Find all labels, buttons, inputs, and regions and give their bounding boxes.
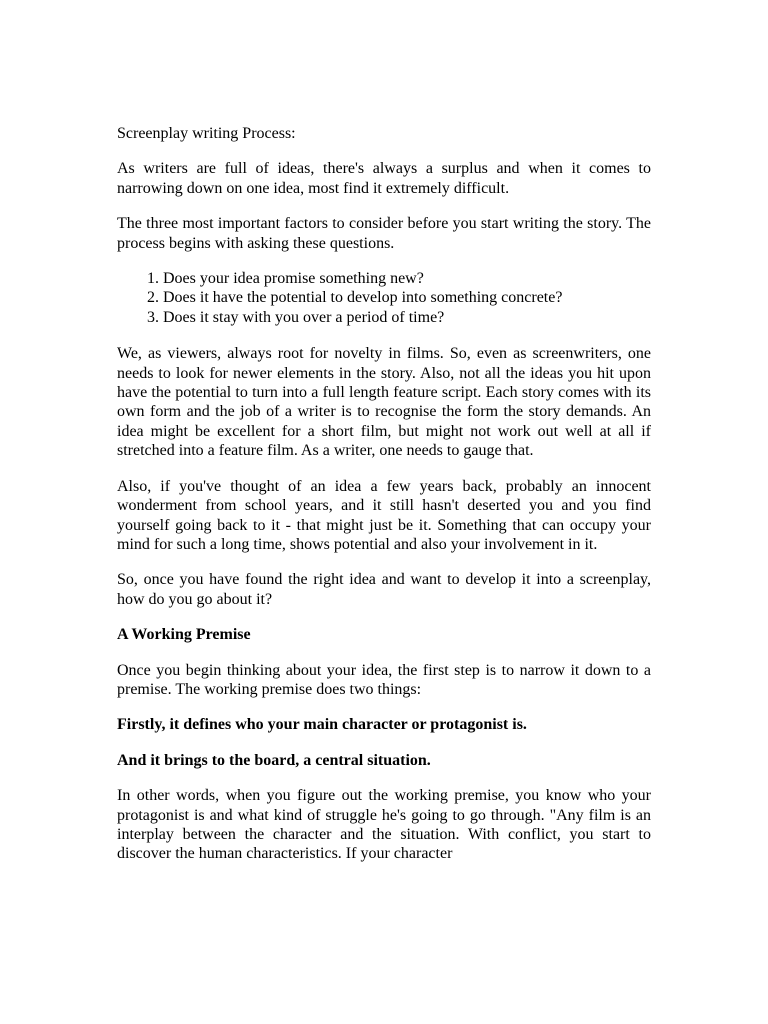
body-paragraph: So, once you have found the right idea and want to develop it into a screenplay, how do you go about it? [117, 571, 651, 608]
premise-intro: Once you begin thinking about your idea, the first step is to narrow it down to a premise. The working premise does two things: [117, 661, 651, 698]
intro-paragraph: As writers are full of ideas, there's always a surplus and when it comes to narrowing down on one idea, most find it extremely difficult. [117, 160, 651, 197]
closing-paragraph: In other words, when you figure out the working premise, you know who your protagonist is and what kind of struggle he's going to go through. "Any film is an interplay between the character and the situation. With conflict, you start to discover the human characteristics. If your character [117, 787, 651, 863]
question-item: 3. Does it stay with you over a period of time? [163, 308, 651, 327]
section-heading: A Working Premise [117, 626, 251, 644]
questions-list [117, 269, 651, 327]
intro-paragraph: The three most important factors to consider before you start writing the story. The process begins with asking these questions. [117, 215, 651, 252]
body-paragraph: Also, if you've thought of an idea a few years back, probably an innocent wonderment from school years, and it still hasn't deserted you and you find yourself going back to it - that might just be it. Something that can occupy your mind for such a long time, shows potential and also your involvement in it. [117, 477, 651, 553]
body-paragraph: We, as viewers, always root for novelty in films. So, even as screenwriters, one needs to look for newer elements in the story. Also, not all the ideas you hit upon have the potential to turn into a full length feature script. Each story comes with its own form and the job of a writer is to recognise the form the story demands. An idea might be excellent for a short film, but might not work out well at all if stretched into a feature film. As a writer, one needs to gauge that. [117, 345, 651, 460]
question-item: 1. Does your idea promise something new? [163, 269, 651, 288]
premise-point: Firstly, it defines who your main character or protagonist is. [117, 716, 527, 734]
question-item: 2. Does it have the potential to develop into something concrete? [163, 288, 651, 307]
document-title: Screenplay writing Process: [117, 125, 296, 142]
document-page [117, 124, 651, 880]
premise-point: And it brings to the board, a central situation. [117, 751, 431, 769]
